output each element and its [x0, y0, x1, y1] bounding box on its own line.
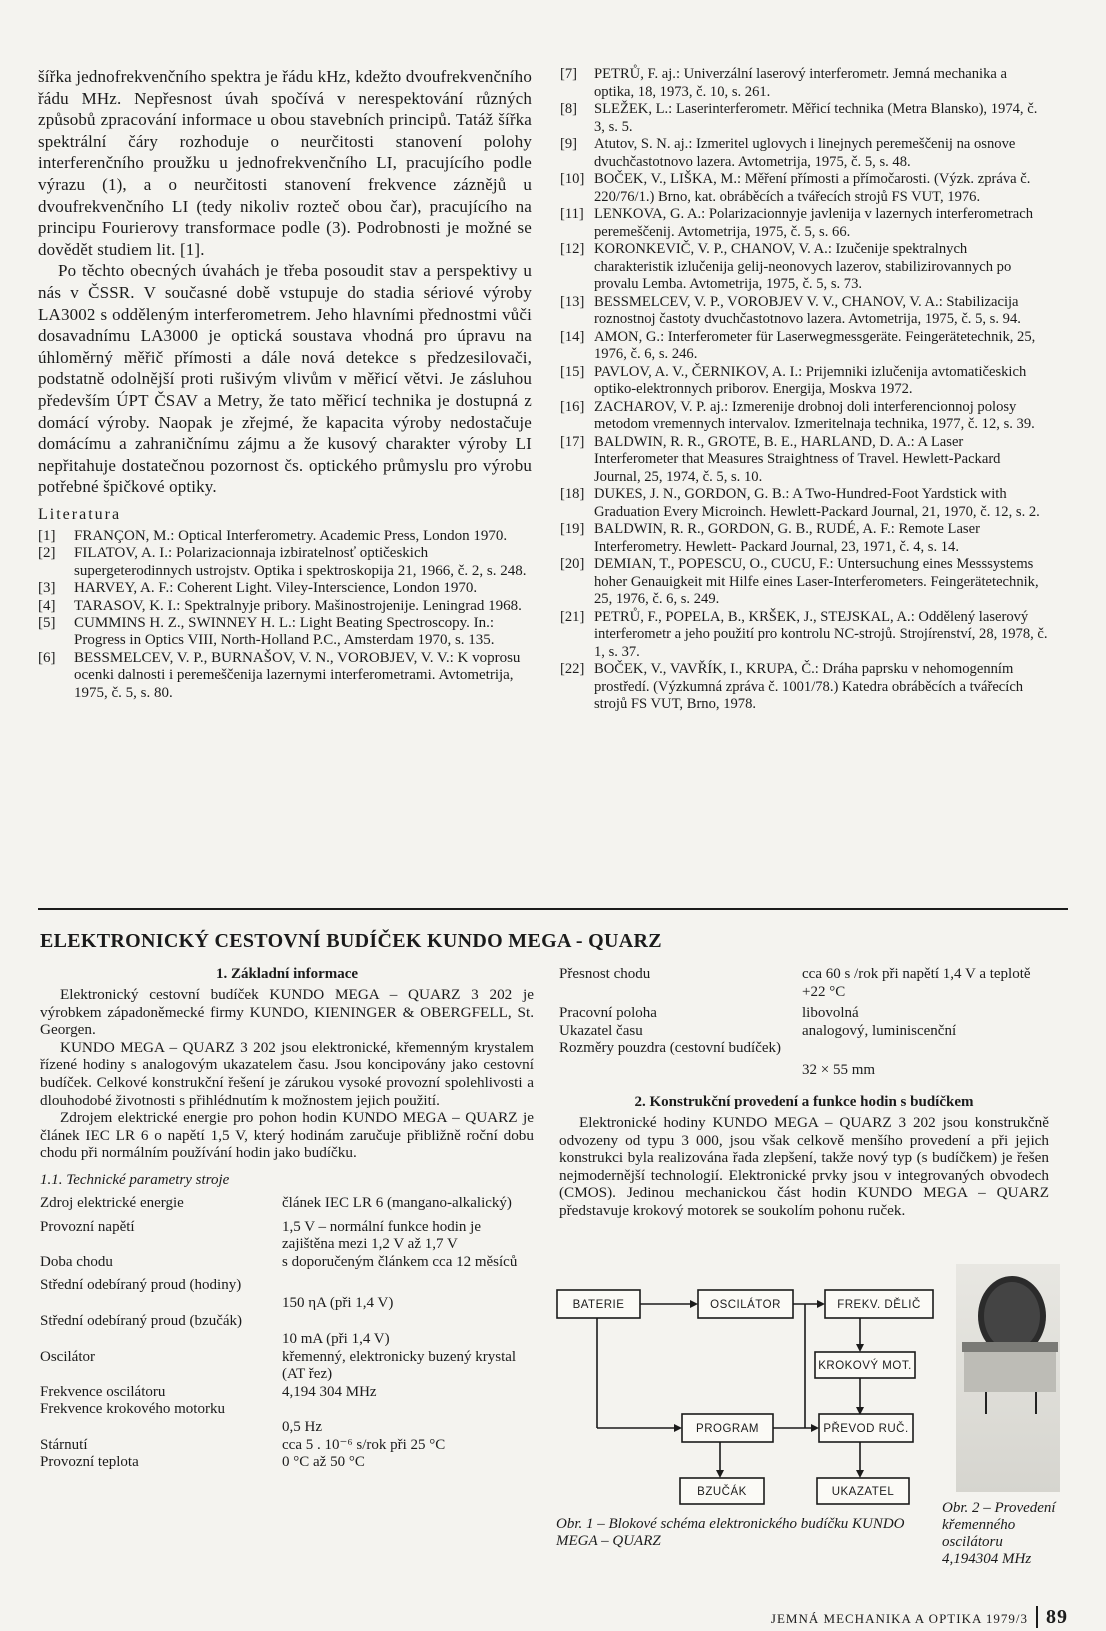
- parameter-row: Provozní teplota 0 °C až 50 °C: [40, 1454, 365, 1471]
- paragraph-1: šířka jednofrekvenčního spektra je řádu kHz, kdežto dvoufrekvenčního řádu MHz. Nepřesnost úvah spočívá v nerespektování různých způsobů zpracování informace u obou stavebních principů. Tatáž šířka spektrální čáry rozhoduje o neurčitosti stanovení polohy interferenčního proužku u jednofrekvenčního LI, pracujícího podle výrazu (1), a o neurčitosti stanovení frekvence záznějů u dvoufrekvenčního LI (tedy nikoliv rozteč obou čar), pracujícího na principu Fourierovy transformace podle (3). Podrobnosti je možné se dovědět studiem lit. [1].: [38, 67, 532, 259]
- parameter-row: Střední odebíraný proud (bzučák) 10 mA (při 1,4 V): [40, 1312, 390, 1347]
- parameters-table: [40, 1195, 534, 1472]
- svg-text:BZUČÁK: BZUČÁK: [697, 1486, 747, 1498]
- reference-item: [17] BALDWIN, R. R., GROTE, B. E., HARLAND, D. A.: A Laser Interferometer that Measures Straightness of Travel. Hewlett-Packard Journal, 25, 1974, č. 5, s. 10.: [560, 433, 1001, 485]
- parameter-row: Zdroj elektrické energie článek IEC LR 6 (mangano-alkalický): [40, 1194, 512, 1211]
- arrow-head: [716, 1470, 724, 1478]
- block-ukazatel: [817, 1478, 909, 1504]
- reference-item: [7] PETRŮ, F. aj.: Univerzální laserový interferometr. Jemná mechanika a optika, 18, 1973, č. 10, s. 261.: [560, 66, 1007, 100]
- svg-text:PROGRAM: PROGRAM: [696, 1423, 759, 1435]
- reference-item: [6] BESSMELCEV, V. P., BURNAŠOV, V. N., VOROBJEV, V. V.: K voprosu ocenki dalnosti i peremeščenija lazernymi interferometrami. Avtometrija, 1975, č. 5, s. 80.: [38, 649, 521, 701]
- parameter-row: Pracovní poloha libovolná: [559, 1005, 859, 1022]
- svg-text:OSCILÁTOR: OSCILÁTOR: [710, 1299, 781, 1311]
- reference-item: [15] PAVLOV, A. V., ČERNIKOV, A. I.: Prijemniki izlučenija avtomatičeskich optiko-elektronnych priborov. Energija, Moskva 1972.: [560, 363, 1027, 397]
- reference-item: [4] TARASOV, K. I.: Spektralnyje pribory. Mašinostrojenije. Leningrad 1968.: [38, 597, 522, 614]
- article-title: ELEKTRONICKÝ CESTOVNÍ BUDÍČEK KUNDO MEGA - QUARZ: [40, 930, 662, 952]
- reference-item: [8] SLEŽEK, L.: Laserinterferometr. Měřicí technika (Metra Blansko), 1974, č. 3, s. 5.: [560, 101, 1038, 135]
- arrow-head: [856, 1470, 864, 1478]
- section-divider: [38, 908, 1068, 910]
- section-1-1-heading: 1.1. Technické parametry stroje: [40, 1171, 230, 1188]
- reference-item: [13] BESSMELCEV, V. P., VOROBJEV V. V., CHANOV, V. A.: Stabilizacija roznostnoj častoty dvuchčastotnovo lazera. Avtometrija, 1975, č. 5, s. 94.: [560, 293, 1021, 327]
- reference-item: [5] CUMMINS H. Z., SWINNEY H. L.: Light Beating Spectroscopy. In.: Progress in Optics VIII, North-Holland P.C., Amsterdam 1970, s. 135.: [38, 614, 495, 649]
- parameters-table-right: [559, 966, 1049, 1080]
- parameter-row: Frekvence oscilátoru 4,194 304 MHz: [40, 1383, 377, 1400]
- parameter-row: Rozměry pouzdra (cestovní budíček) 32 × 55 mm: [559, 1040, 876, 1079]
- page-footer: [771, 1606, 1068, 1629]
- journal-name: JEMNÁ MECHANIKA A OPTIKA 1979/3: [770, 1611, 1028, 1626]
- page-number: 89: [1036, 1606, 1068, 1628]
- svg-text:BATERIE: BATERIE: [572, 1299, 625, 1311]
- parameter-row: Doba chodu s doporučeným článkem cca 12 měsíců: [40, 1253, 518, 1270]
- reference-item: [18] DUKES, J. N., GORDON, G. B.: A Two-Hundred-Foot Yardstick with Graduation Every Microinch. Hewlett-Packard Journal, 21, 1970, č. 12, s. 2.: [560, 486, 1040, 520]
- parameter-row: Střední odebíraný proud (hodiny) 150 ηA (při 1,4 V): [40, 1277, 394, 1312]
- section-2-paragraph: Elektronické hodiny KUNDO MEGA – QUARZ 3 202 jsou konstrukčně odvozeny od typu 3 000, jsou však celkově menšího provedení a při jejich konstrukci byla realizována řada zlepšení, takže nový typ (s budíčkem) je řešen nejmodernější technologií. Elektronické prvky jsou v integrovaných obvodech (CMOS). Jedinou mechanickou část hodin KUNDO MEGA – QUARZ představuje krokový motorek se soukolím pohonu ruček.: [559, 1113, 1049, 1219]
- block-bzucak: [680, 1478, 764, 1504]
- block-baterie: [557, 1290, 640, 1318]
- oscillator-photo: [956, 1264, 1060, 1492]
- reference-item: [21] PETRŮ, F., POPELA, B., KRŠEK, J., STEJSKAL, A.: Oddělený laserový interferometr a jeho použití pro kontrolu NC-strojů. Strojírenství, 28, 1978, č. 1, s. 37.: [560, 608, 1048, 660]
- reference-item: [19] BALDWIN, R. R., GORDON, G. B., RUDÉ, A. F.: Remote Laser Interferometry. Hewlett- Packard Journal, 23, 1971, č. 4, s. 14.: [560, 521, 980, 555]
- section-1-paragraph: Zdrojem elektrické energie pro pohon hodin KUNDO MEGA – QUARZ je článek IEC LR 6 o napětí 1,5 V, který hodinám zaručuje přibližně roční dobu chodu při normálním používání hodin jako budíčku.: [40, 1109, 534, 1162]
- reference-item: [20] DEMIAN, T., POPESCU, O., CUCU, F.: Untersuchung eines Messsystems hoher Genauigkeit mit Hilfe eines Laser-Interferometers. Feingerätetechnik, 25, 1976, č. 6, s. 249.: [560, 556, 1039, 607]
- reference-item: [11] LENKOVA, G. A.: Polarizacionnyje javlenija v lazernych interferometrach peremeščenij. Avtometrija, 1975, č. 5, s. 66.: [560, 206, 1034, 240]
- block-oscilator: [698, 1290, 793, 1318]
- parameter-row: Frekvence krokového motorku 0,5 Hz: [40, 1401, 322, 1436]
- arrow-head: [817, 1300, 825, 1308]
- article-left-column: [40, 966, 534, 1472]
- reference-item: [10] BOČEK, V., LIŠKA, M.: Měření přímosti a přímočarosti. (Výzk. zpráva č. 220/76/1.) Brno, kat. obráběcích a tvářecích strojů FS VUT, 1976.: [560, 171, 1031, 205]
- reference-item: [1] FRANÇON, M.: Optical Interferometry. Academic Press, London 1970.: [38, 527, 508, 544]
- reference-item: [14] AMON, G.: Interferometer für Laserwegmessgeräte. Feingerätetechnik, 25, 1976, č. 6, s. 246.: [560, 328, 1036, 362]
- article-right-column: [559, 966, 1049, 1220]
- reference-item: [2] FILATOV, A. I.: Polarizacionnaja izbiratelnosť optičeskich supergeterodinnych ustrojstv. Optika i spektroskopija 21, 1966, č. 2, s. 248.: [38, 545, 527, 579]
- references-heading: Literatura: [38, 505, 122, 523]
- parameter-row: Oscilátor křemenný, elektronicky buzený krystal (AT řez): [40, 1348, 517, 1383]
- section-1-paragraph: KUNDO MEGA – QUARZ 3 202 jsou elektronické, křemenným krystalem řízené hodiny s analogovým ukazatelem času. Jsou koncipovány jako cestovní budíček. Celkové konstrukční řešení je zárukou vysoké provozní spolehlivosti a dlouhodobé životnosti s přihlédnutím k možnostem jejich použití.: [40, 1038, 534, 1109]
- svg-text:UKAZATEL: UKAZATEL: [831, 1486, 895, 1498]
- block-program: [682, 1414, 773, 1442]
- svg-text:FREKV. DĚLIČ: FREKV. DĚLIČ: [837, 1299, 921, 1311]
- arrow-head: [674, 1424, 682, 1432]
- arrow-head: [856, 1344, 864, 1352]
- left-top-column: [38, 66, 532, 702]
- parameter-row: Stárnutí cca 5 . 10⁻⁶ s/rok při 25 °C: [40, 1436, 446, 1453]
- section-1-heading: 1. Základní informace: [215, 966, 359, 982]
- parameter-row: Ukazatel času analogový, luminiscenční: [559, 1022, 957, 1039]
- crystal-oscillator-illustration: [956, 1264, 1060, 1492]
- reference-item: [12] KORONKEVIČ, V. P., CHANOV, V. A.: Izučenije spektralnych charakteristik izlučenija gelij-neonovych lazerov, stabilizirovannych po provalu Lemba. Avtometrija, 1975, č. 5, s. 73.: [560, 241, 1012, 292]
- block-prevod-ruc: [819, 1414, 913, 1442]
- block-diagram: [555, 1278, 945, 1518]
- block-frekv-delic: [825, 1290, 933, 1318]
- block-krokovy-motor: [815, 1352, 915, 1378]
- references-left: [38, 528, 532, 702]
- section-1-paragraph: Elektronický cestovní budíček KUNDO MEGA – QUARZ 3 202 je výrobkem západoněmecké firmy KUNDO, KIENINGER & OBERGFELL, St. Georgen.: [40, 986, 534, 1039]
- figure-1-caption: Obr. 1 – Blokové schéma elektronického budíčku KUNDO MEGA – QUARZ: [556, 1516, 905, 1549]
- reference-item: [3] HARVEY, A. F.: Coherent Light. Viley-Interscience, London 1970.: [38, 580, 478, 597]
- parameter-row: Provozní napětí 1,5 V – normální funkce hodin je zajištěna mezi 1,2 V až 1,7 V: [40, 1218, 481, 1253]
- references-right: [560, 66, 1050, 714]
- parameter-row: Přesnost chodu cca 60 s /rok při napětí 1,4 V a teplotě +22 °C: [559, 966, 1031, 1000]
- svg-text:KROKOVÝ MOT.: KROKOVÝ MOT.: [818, 1360, 912, 1372]
- section-2-heading: 2. Konstrukční provedení a funkce hodin s budíčkem: [634, 1093, 974, 1110]
- figure-2-caption: Obr. 2 – Provedení křemenného oscilátoru 4,194304 MHz: [942, 1500, 1056, 1567]
- arrow-head: [690, 1300, 698, 1308]
- paragraph-2: Po těchto obecných úvahách je třeba posoudit stav a perspektivy u nás v ČSSR. V současné době vstupuje do stadia sériové výroby LA3002 s odděleným interferometrem. Jeho hlavními přednostmi vůči dosavadnímu LA3000 je optická soustava vhodná pro úpravu na úhloměrný měřič přímosti a dále nová detekce s předzesilovači, podstatně odolnější proti rušivým vlivům v měřicí větvi. Je zásluhou především ÚPT ČSAV a Metry, že tato měřicí technika je dostupná z domácí výroby. Naopak je zřejmé, že kapacita výroby nedostačuje domácímu a zahraničnímu zájmu a že kusový charakter výroby LI nepřitahuje dostatečnou pozornost čs. optického průmyslu pro výrobu potřebné špičkové optiky.: [38, 261, 532, 497]
- reference-item: [16] ZACHAROV, V. P. aj.: Izmerenije drobnoj doli interferencionnoj polosy metodom vremennych intervalov. Izmeritelnaja technika, 1977, č. 12, s. 39.: [560, 398, 1035, 432]
- reference-item: [9] Atutov, S. N. aj.: Izmeritel uglovych i linejnych peremeščenij na osnove dvuchčastotnovo lazera. Avtometrija, 1975, č. 5, s. 48.: [560, 136, 1016, 170]
- reference-item: [22] BOČEK, V., VAVŘÍK, I., KRUPA, Č.: Dráha paprsku v nehomogenním prostředí. (Výzkumná zpráva č. 1001/78.) Katedra obráběcích a tvářecích strojů FS VUT, Brno, 1978.: [560, 661, 1024, 712]
- svg-text:PŘEVOD RUČ.: PŘEVOD RUČ.: [823, 1423, 909, 1435]
- arrow-head: [811, 1424, 819, 1432]
